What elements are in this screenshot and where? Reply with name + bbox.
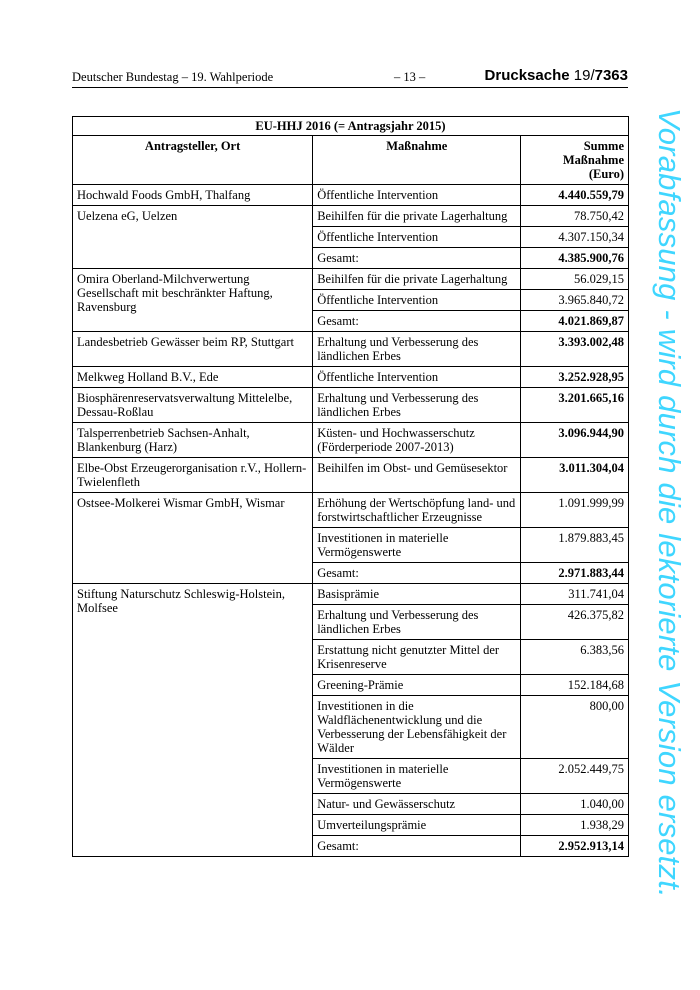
measure-cell: Greening-Prämie — [313, 675, 521, 696]
table-row — [73, 367, 629, 388]
amount-cell: 4.307.150,34 — [521, 227, 629, 248]
measure-cell: Erhaltung und Verbesserung des ländlichen Erbes — [313, 605, 521, 640]
amount-cell: 1.040,00 — [521, 794, 629, 815]
column-header-amount: Summe Maßnahme (Euro) — [521, 136, 629, 185]
measure-cell: Erhaltung und Verbesserung des ländlichen Erbes — [313, 332, 521, 367]
total-label-cell: Gesamt: — [313, 248, 521, 269]
applicant-cell: Uelzena eG, Uelzen — [73, 206, 313, 269]
table-row — [73, 388, 629, 423]
amount-cell: 311.741,04 — [521, 584, 629, 605]
applicant-cell: Biosphärenreservatsverwaltung Mittelelbe, Dessau-Roßlau — [73, 388, 313, 423]
amount-cell: 2.052.449,75 — [521, 759, 629, 794]
total-amount-cell: 2.971.883,44 — [521, 563, 629, 584]
applicant-cell: Talsperrenbetrieb Sachsen-Anhalt, Blankenburg (Harz) — [73, 423, 313, 458]
measure-cell: Investitionen in die Waldflächenentwicklung und die Verbesserung der Lebensfähigkeit der Wälder — [313, 696, 521, 759]
amount-cell: 800,00 — [521, 696, 629, 759]
page-header — [72, 68, 628, 86]
measure-cell: Umverteilungsprämie — [313, 815, 521, 836]
table-row — [73, 185, 629, 206]
applicant-cell: Omira Oberland-Milchverwertung Gesellschaft mit beschränkter Haftung, Ravensburg — [73, 269, 313, 332]
document-number — [485, 67, 628, 84]
applicant-cell: Landesbetrieb Gewässer beim RP, Stuttgart — [73, 332, 313, 367]
table-header-row — [73, 136, 629, 185]
amount-cell: 3.011.304,04 — [521, 458, 629, 493]
header-rule — [72, 87, 628, 88]
document-number-label: Drucksache — [484, 67, 570, 84]
amount-cell: 78.750,42 — [521, 206, 629, 227]
amount-cell: 426.375,82 — [521, 605, 629, 640]
document-number-value: 7363 — [594, 67, 628, 84]
measure-cell: Natur- und Gewässerschutz — [313, 794, 521, 815]
applicant-cell: Stiftung Naturschutz Schleswig-Holstein, Molfsee — [73, 584, 313, 857]
column-header-measure: Maßnahme — [313, 136, 521, 185]
measure-cell: Investitionen in materielle Vermögenswerte — [313, 528, 521, 563]
page-number: – 13 – — [394, 70, 426, 84]
amount-cell: 1.938,29 — [521, 815, 629, 836]
measure-cell: Investitionen in materielle Vermögenswerte — [313, 759, 521, 794]
table-row — [73, 206, 629, 227]
amount-cell: 3.393.002,48 — [521, 332, 629, 367]
table-row — [73, 584, 629, 605]
total-label-cell: Gesamt: — [313, 836, 521, 857]
total-amount-cell: 4.021.869,87 — [521, 311, 629, 332]
draft-watermark: Vorabfassung - wird durch die lektorierte Version ersetzt. — [652, 108, 687, 898]
amount-cell: 1.091.999,99 — [521, 493, 629, 528]
amount-cell: 56.029,15 — [521, 269, 629, 290]
measure-cell: Erhöhung der Wertschöpfung land- und forstwirtschaftlicher Erzeugnisse — [313, 493, 521, 528]
table-title-row — [73, 117, 629, 136]
table-row — [73, 493, 629, 528]
measure-cell: Erstattung nicht genutzter Mittel der Krisenreserve — [313, 640, 521, 675]
total-label-cell: Gesamt: — [313, 311, 521, 332]
measure-cell: Öffentliche Intervention — [313, 290, 521, 311]
measure-cell: Erhaltung und Verbesserung des ländlichen Erbes — [313, 388, 521, 423]
measure-cell: Beihilfen für die private Lagerhaltung — [313, 206, 521, 227]
measure-cell: Öffentliche Intervention — [313, 185, 521, 206]
applicant-cell: Ostsee-Molkerei Wismar GmbH, Wismar — [73, 493, 313, 584]
total-amount-cell: 2.952.913,14 — [521, 836, 629, 857]
table-row — [73, 423, 629, 458]
amount-cell: 152.184,68 — [521, 675, 629, 696]
document-number-prefix: 19/ — [573, 67, 595, 84]
measure-cell: Küsten- und Hochwasserschutz (Förderperiode 2007-2013) — [313, 423, 521, 458]
measure-cell: Öffentliche Intervention — [313, 227, 521, 248]
amount-cell: 3.096.944,90 — [521, 423, 629, 458]
funding-table — [72, 116, 629, 857]
measure-cell: Beihilfen für die private Lagerhaltung — [313, 269, 521, 290]
applicant-cell: Hochwald Foods GmbH, Thalfang — [73, 185, 313, 206]
total-label-cell: Gesamt: — [313, 563, 521, 584]
amount-cell: 1.879.883,45 — [521, 528, 629, 563]
column-header-applicant: Antragsteller, Ort — [73, 136, 313, 185]
table-title: EU-HHJ 2016 (= Antragsjahr 2015) — [73, 117, 629, 136]
amount-cell: 3.201.665,16 — [521, 388, 629, 423]
total-amount-cell: 4.385.900,76 — [521, 248, 629, 269]
amount-cell: 6.383,56 — [521, 640, 629, 675]
amount-cell: 3.252.928,95 — [521, 367, 629, 388]
measure-cell: Basisprämie — [313, 584, 521, 605]
table-row — [73, 458, 629, 493]
table-row — [73, 332, 629, 367]
applicant-cell: Melkweg Holland B.V., Ede — [73, 367, 313, 388]
measure-cell: Beihilfen im Obst- und Gemüsesektor — [313, 458, 521, 493]
header-publication: Deutscher Bundestag – 19. Wahlperiode — [72, 70, 274, 84]
amount-cell: 3.965.840,72 — [521, 290, 629, 311]
amount-cell: 4.440.559,79 — [521, 185, 629, 206]
table-row — [73, 269, 629, 290]
measure-cell: Öffentliche Intervention — [313, 367, 521, 388]
applicant-cell: Elbe-Obst Erzeugerorganisation r.V., Hollern-Twielenfleth — [73, 458, 313, 493]
